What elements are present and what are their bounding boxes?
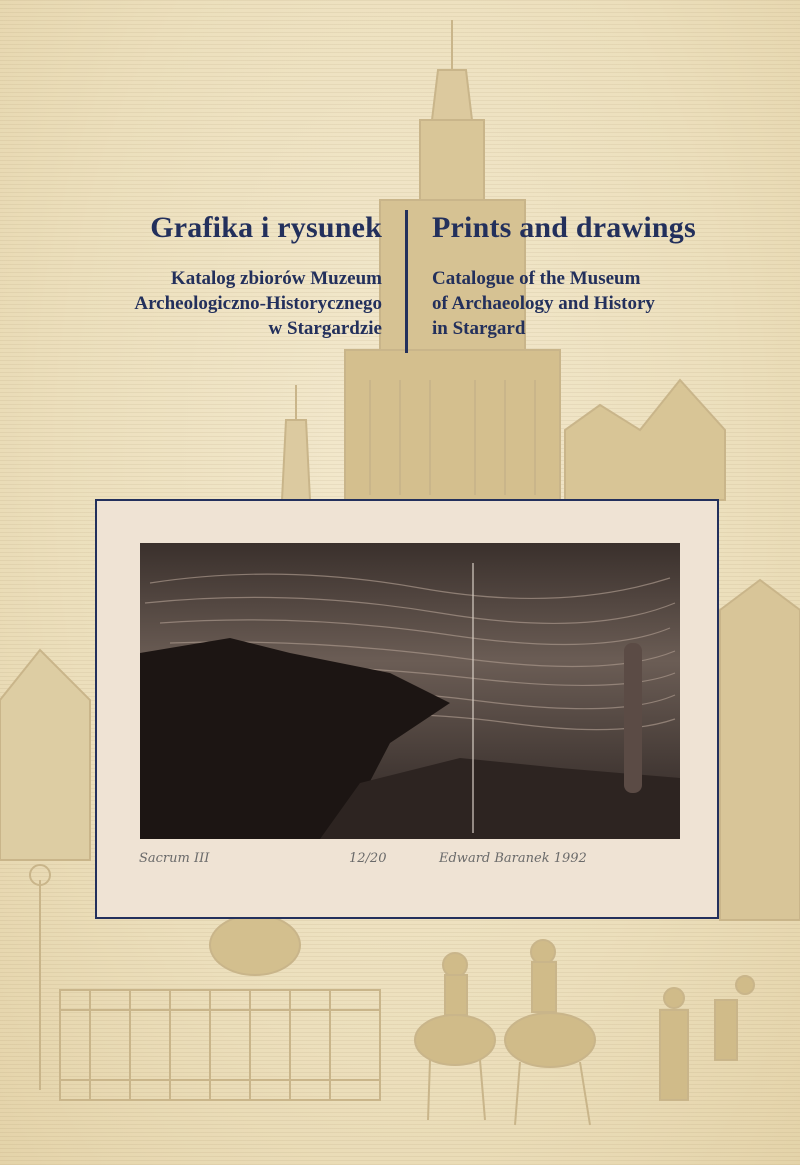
subtitle-english-line: in Stargard bbox=[432, 318, 526, 339]
title-block bbox=[0, 208, 800, 358]
etching-image bbox=[140, 543, 680, 839]
print-frame bbox=[95, 499, 719, 919]
subtitle-polish bbox=[134, 266, 382, 341]
subtitle-english-line: Catalogue of the Museum bbox=[432, 268, 641, 289]
subtitle-english bbox=[432, 266, 696, 341]
subtitle-english-line: of Archaeology and History bbox=[432, 293, 655, 314]
subtitle-polish-line: Archeologiczno-Historycznego bbox=[134, 293, 382, 314]
edition-number: 12/20 bbox=[349, 851, 387, 866]
print-title-inscription: Sacrum III bbox=[139, 851, 210, 866]
english-title-column bbox=[432, 208, 696, 341]
subtitle-polish-line: Katalog zbiorów Muzeum bbox=[170, 268, 382, 289]
subtitle-polish-line: w Stargardzie bbox=[268, 318, 382, 339]
artist-signature: Edward Baranek 1992 bbox=[439, 851, 587, 866]
polish-title-column bbox=[134, 208, 382, 341]
title-polish: Grafika i rysunek bbox=[150, 211, 382, 244]
title-english: Prints and drawings bbox=[432, 211, 696, 244]
